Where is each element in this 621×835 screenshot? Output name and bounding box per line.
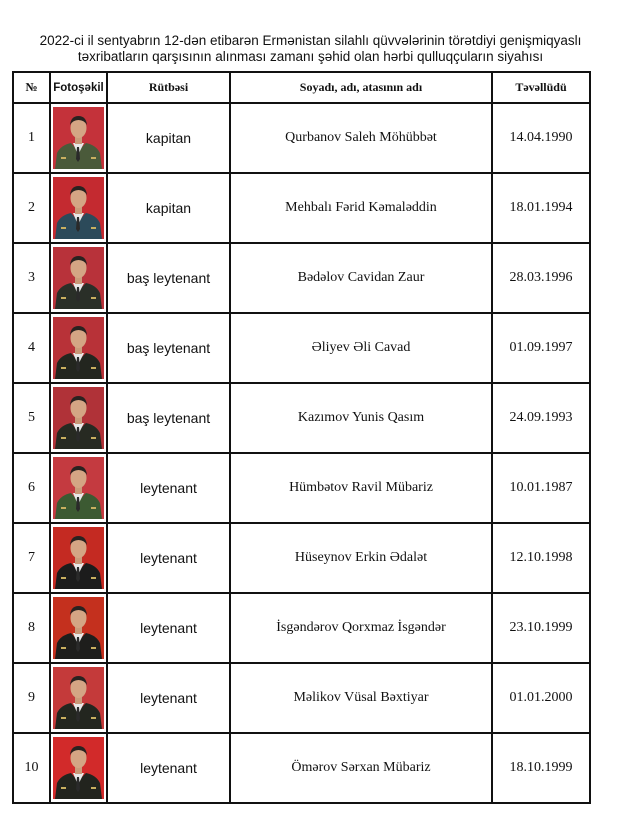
photo-cell: [50, 243, 107, 313]
table-header-row: [13, 72, 590, 103]
portrait-image: [53, 247, 104, 309]
table-row: [13, 383, 590, 453]
row-birth-date: 18.10.1999: [492, 733, 590, 803]
title-line-1: 2022-ci il sentyabrın 12-dən etibarən Ermənistan silahlı qüvvələrinin törətdiyi genişmiqyaslı: [39, 33, 582, 48]
portrait-image: [53, 457, 104, 519]
title-line-2: təxribatların qarşısının alınması zamanı şəhid olan hərbi qulluqçuların siyahısı: [77, 49, 544, 64]
row-rank: leytenant: [107, 663, 230, 733]
photo-cell: [50, 383, 107, 453]
photo-cell: [50, 173, 107, 243]
portrait-image: [53, 107, 104, 169]
row-number: 1: [13, 103, 50, 173]
photo-cell: [50, 733, 107, 803]
row-birth-date: 24.09.1993: [492, 383, 590, 453]
row-birth-date: 01.01.2000: [492, 663, 590, 733]
row-number: 9: [13, 663, 50, 733]
portrait-image: [53, 737, 104, 799]
row-number: 6: [13, 453, 50, 523]
photo-cell: [50, 663, 107, 733]
row-full-name: Ömərov Sərxan Mübariz: [230, 733, 492, 803]
row-number: 3: [13, 243, 50, 313]
row-birth-date: 23.10.1999: [492, 593, 590, 663]
row-number: 8: [13, 593, 50, 663]
soldier-photo: [53, 107, 104, 169]
soldier-photo: [53, 597, 104, 659]
row-number: 2: [13, 173, 50, 243]
table-row: [13, 103, 590, 173]
soldier-photo: [53, 527, 104, 589]
header-number: №: [13, 72, 50, 103]
portrait-image: [53, 317, 104, 379]
soldier-photo: [53, 667, 104, 729]
row-full-name: Kazımov Yunis Qasım: [230, 383, 492, 453]
table-row: [13, 243, 590, 313]
casualty-table: [12, 71, 591, 804]
portrait-image: [53, 527, 104, 589]
row-birth-date: 12.10.1998: [492, 523, 590, 593]
soldier-photo: [53, 177, 104, 239]
table-body: [13, 103, 590, 803]
row-rank: baş leytenant: [107, 243, 230, 313]
row-number: 10: [13, 733, 50, 803]
photo-cell: [50, 523, 107, 593]
row-rank: leytenant: [107, 523, 230, 593]
table-row: [13, 523, 590, 593]
row-number: 5: [13, 383, 50, 453]
row-birth-date: 01.09.1997: [492, 313, 590, 383]
header-rank: Rütbəsi: [107, 72, 230, 103]
header-birth-date: Təvəllüdü: [492, 72, 590, 103]
row-birth-date: 10.01.1987: [492, 453, 590, 523]
row-rank: baş leytenant: [107, 383, 230, 453]
photo-cell: [50, 313, 107, 383]
soldier-photo: [53, 457, 104, 519]
row-full-name: Mehbalı Fərid Kəmaləddin: [230, 173, 492, 243]
row-full-name: Məlikov Vüsal Bəxtiyar: [230, 663, 492, 733]
table-row: [13, 313, 590, 383]
table-row: [13, 663, 590, 733]
row-rank: leytenant: [107, 733, 230, 803]
portrait-image: [53, 667, 104, 729]
row-number: 4: [13, 313, 50, 383]
row-rank: kapitan: [107, 103, 230, 173]
row-full-name: Hümbətov Ravil Mübariz: [230, 453, 492, 523]
row-birth-date: 28.03.1996: [492, 243, 590, 313]
soldier-photo: [53, 317, 104, 379]
soldier-photo: [53, 247, 104, 309]
row-full-name: Qurbanov Saleh Möhübbət: [230, 103, 492, 173]
header-full-name: Soyadı, adı, atasının adı: [230, 72, 492, 103]
row-full-name: Əliyev Əli Cavad: [230, 313, 492, 383]
portrait-image: [53, 387, 104, 449]
table-row: [13, 453, 590, 523]
row-rank: baş leytenant: [107, 313, 230, 383]
row-number: 7: [13, 523, 50, 593]
table-row: [13, 593, 590, 663]
row-full-name: İsgəndərov Qorxmaz İsgəndər: [230, 593, 492, 663]
photo-cell: [50, 593, 107, 663]
row-rank: leytenant: [107, 453, 230, 523]
row-full-name: Bədəlov Cavidan Zaur: [230, 243, 492, 313]
row-rank: leytenant: [107, 593, 230, 663]
portrait-image: [53, 177, 104, 239]
photo-cell: [50, 103, 107, 173]
soldier-photo: [53, 387, 104, 449]
row-birth-date: 14.04.1990: [492, 103, 590, 173]
row-rank: kapitan: [107, 173, 230, 243]
document-title: [0, 33, 621, 65]
soldier-photo: [53, 737, 104, 799]
row-birth-date: 18.01.1994: [492, 173, 590, 243]
table-row: [13, 173, 590, 243]
row-full-name: Hüseynov Erkin Ədalət: [230, 523, 492, 593]
photo-cell: [50, 453, 107, 523]
portrait-image: [53, 597, 104, 659]
header-photo: Fotoşəkil: [50, 72, 107, 103]
table-row: [13, 733, 590, 803]
